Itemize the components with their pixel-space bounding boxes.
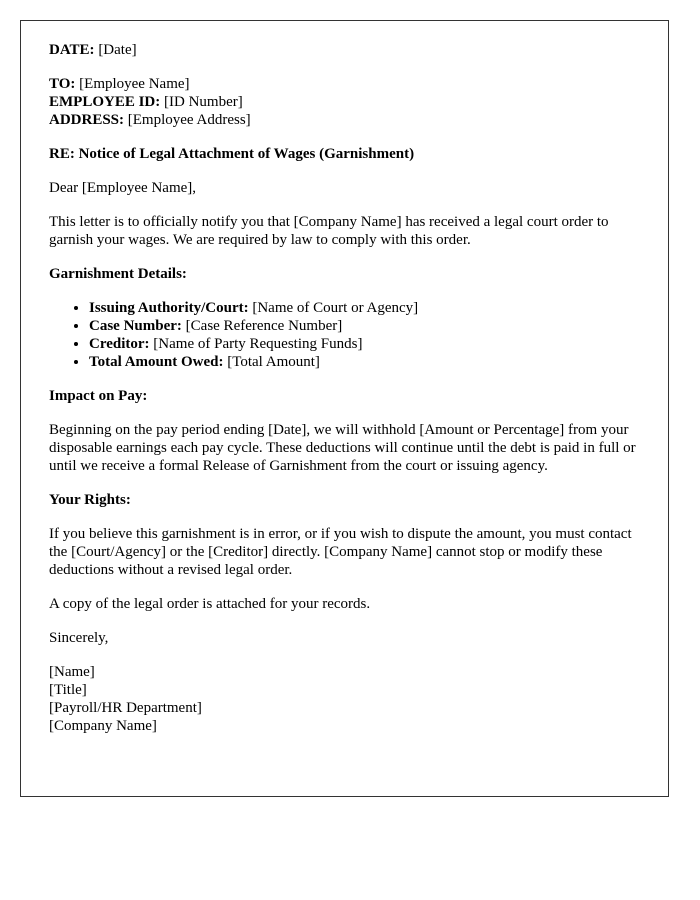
- details-heading: [49, 265, 648, 283]
- impact-paragraph: Beginning on the pay period ending [Date], we will withhold [Amount or Percentage] from your disposable earnings each pay cycle. These deductions will continue until the debt is paid in full or until we receive a formal Release of Garnishment from the court or issuing agency.: [49, 422, 636, 474]
- detail-label: Issuing Authority/Court:: [89, 300, 249, 316]
- to-label: TO:: [49, 76, 76, 92]
- signature-block: [49, 663, 648, 735]
- detail-label: Creditor:: [89, 336, 150, 352]
- rights-heading: [49, 491, 648, 509]
- list-item: [89, 299, 648, 317]
- rights-paragraph: If you believe this garnishment is in error, or if you wish to dispute the amount, you must contact the [Court/Agency] or the [Creditor] directly. [Company Name] cannot stop or modify these deductions without a revised legal order.: [49, 526, 632, 578]
- letter: [20, 20, 669, 797]
- address-value: [Employee Address]: [127, 112, 251, 128]
- detail-value: [Name of Party Requesting Funds]: [153, 336, 363, 352]
- address-label: ADDRESS:: [49, 112, 125, 128]
- signature-company: [Company Name]: [49, 718, 157, 734]
- closing: Sincerely,: [49, 630, 109, 646]
- rights-heading-text: Your Rights:: [49, 492, 131, 508]
- date-value: [Date]: [98, 42, 137, 58]
- date-line: [49, 41, 648, 59]
- subject-line: [49, 145, 648, 163]
- list-item: [89, 317, 648, 335]
- impact-heading-text: Impact on Pay:: [49, 388, 148, 404]
- signature-name: [Name]: [49, 664, 95, 680]
- signature-department: [Payroll/HR Department]: [49, 700, 202, 716]
- subject-text: RE: Notice of Legal Attachment of Wages (Garnishment): [49, 146, 415, 162]
- detail-value: [Name of Court or Agency]: [252, 300, 419, 316]
- detail-value: [Total Amount]: [227, 354, 320, 370]
- recipient-block: [49, 75, 648, 129]
- details-list: [49, 299, 648, 371]
- list-item: [89, 335, 648, 353]
- salutation: Dear [Employee Name],: [49, 180, 197, 196]
- intro-paragraph: This letter is to officially notify you that [Company Name] has received a legal court order to garnish your wages. We are required by law to comply with this order.: [49, 214, 609, 248]
- details-heading-text: Garnishment Details:: [49, 266, 187, 282]
- list-item: [89, 353, 648, 371]
- signature-title: [Title]: [49, 682, 87, 698]
- detail-label: Case Number:: [89, 318, 182, 334]
- employee-id-label: EMPLOYEE ID:: [49, 94, 161, 110]
- date-label: DATE:: [49, 42, 95, 58]
- employee-id-value: [ID Number]: [164, 94, 243, 110]
- detail-label: Total Amount Owed:: [89, 354, 224, 370]
- attachment-note: A copy of the legal order is attached for your records.: [49, 596, 371, 612]
- to-value: [Employee Name]: [79, 76, 190, 92]
- detail-value: [Case Reference Number]: [185, 318, 343, 334]
- impact-heading: [49, 387, 648, 405]
